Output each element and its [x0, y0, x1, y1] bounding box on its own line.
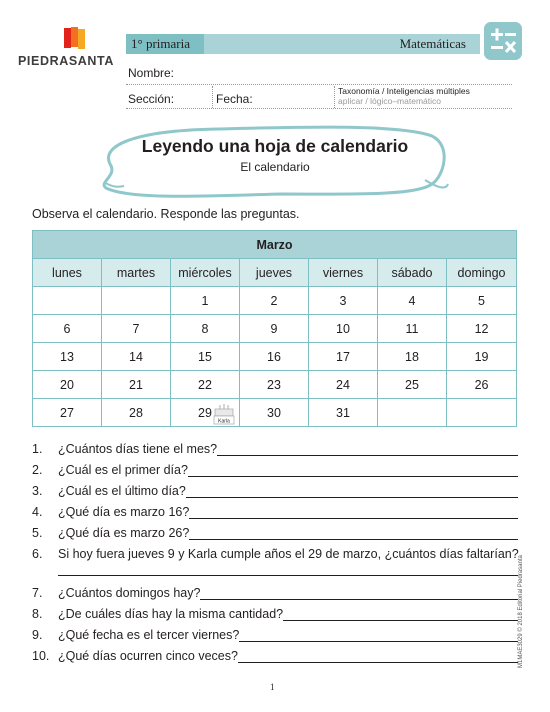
calendar-day-cell: 26 — [447, 371, 517, 399]
publisher-logo — [18, 24, 128, 72]
calendar-day-cell: 6 — [33, 315, 102, 343]
weekday-header-row — [33, 259, 517, 287]
question-text: ¿Cuántos días tiene el mes? — [58, 442, 218, 456]
calendar-week-row — [33, 315, 517, 343]
calendar-week-row — [33, 287, 517, 315]
question-text: ¿Qué días ocurren cinco veces? — [58, 649, 238, 663]
name-field[interactable] — [126, 84, 512, 85]
calendar-day-cell: 18 — [378, 343, 447, 371]
question-number: 4. — [32, 505, 43, 519]
question-text: Si hoy fuera jueves 9 y Karla cumple años el 29 de marzo, ¿cuántos días faltarían? — [58, 547, 519, 561]
calendar-day-cell: 5 — [447, 287, 517, 315]
question-item — [32, 649, 518, 665]
date-label: Fecha: — [216, 92, 253, 106]
question-item — [32, 484, 518, 500]
question-text: ¿Qué día es marzo 16? — [58, 505, 190, 519]
question-text: ¿Qué fecha es el tercer viernes? — [58, 628, 240, 642]
calendar-day-cell: 17 — [309, 343, 378, 371]
section-date-field[interactable] — [126, 108, 512, 109]
weekday-header: jueves — [240, 259, 309, 287]
calendar-day-cell: 7 — [102, 315, 171, 343]
page-number: 1 — [270, 682, 275, 692]
calendar-day-cell: 19 — [447, 343, 517, 371]
calendar-day-cell: 22 — [171, 371, 240, 399]
question-number: 5. — [32, 526, 43, 540]
calendar-day-cell: 30 — [240, 399, 309, 427]
calendar-day-cell: 23 — [240, 371, 309, 399]
karla-label: Karla — [218, 418, 230, 425]
answer-line[interactable] — [58, 575, 518, 576]
section-label: Sección: — [128, 92, 175, 106]
weekday-header: lunes — [33, 259, 102, 287]
question-text: ¿Cuántos domingos hay? — [58, 586, 201, 600]
field-divider — [334, 86, 335, 108]
weekday-header: martes — [102, 259, 171, 287]
month-title: Marzo — [33, 231, 517, 259]
subject-label: Matemáticas — [399, 36, 466, 51]
question-item — [32, 547, 518, 563]
brand-name: PIEDRASANTA — [18, 54, 114, 68]
question-item — [32, 628, 518, 644]
calendar-day-cell-birthday — [171, 399, 240, 427]
instruction-text: Observa el calendario. Responde las preguntas. — [32, 207, 300, 221]
taxonomy-detail: aplicar / lógico–matemático — [338, 96, 441, 106]
taxonomy-label: Taxonomía / Inteligencias múltiples — [338, 86, 470, 96]
day-number: 29 — [198, 405, 212, 420]
calendar-day-cell: 4 — [378, 287, 447, 315]
calendar-day-cell: 3 — [309, 287, 378, 315]
field-divider — [212, 86, 213, 108]
calendar-day-cell: 2 — [240, 287, 309, 315]
question-number: 9. — [32, 628, 43, 642]
grade-label: 1° primaria — [126, 34, 204, 54]
calendar-day-cell: 16 — [240, 343, 309, 371]
weekday-header: domingo — [447, 259, 517, 287]
calendar-day-cell: 9 — [240, 315, 309, 343]
calendar-day-cell: 8 — [171, 315, 240, 343]
question-number: 7. — [32, 586, 43, 600]
question-number: 1. — [32, 442, 43, 456]
calendar-day-cell: 10 — [309, 315, 378, 343]
calendar-day-cell: 12 — [447, 315, 517, 343]
question-text: ¿De cuáles días hay la misma cantidad? — [58, 607, 284, 621]
question-text: ¿Qué día es marzo 26? — [58, 526, 190, 540]
question-number: 10. — [32, 649, 50, 663]
calendar-day-cell: 13 — [33, 343, 102, 371]
calendar-day-cell: 20 — [33, 371, 102, 399]
question-text: ¿Cuál es el último día? — [58, 484, 186, 498]
question-item — [32, 505, 518, 521]
name-label: Nombre: — [128, 66, 175, 80]
copyright-side-text: M1MAE3029 © 2018 Editorial Piedrasanta — [518, 555, 524, 668]
calendar-week-row — [33, 371, 517, 399]
calendar-week-row — [33, 343, 517, 371]
calendar-day-cell: 15 — [171, 343, 240, 371]
book-logo-icon — [62, 26, 88, 52]
question-item — [32, 607, 518, 623]
question-text: ¿Cuál es el primer día? — [58, 463, 188, 477]
question-item — [32, 442, 518, 458]
question-item — [32, 586, 518, 602]
calendar-day-cell: 25 — [378, 371, 447, 399]
weekday-header: miércoles — [171, 259, 240, 287]
header-bar — [126, 34, 480, 54]
question-item — [32, 463, 518, 479]
calendar-day-cell — [447, 399, 517, 427]
question-number: 2. — [32, 463, 43, 477]
weekday-header: viernes — [309, 259, 378, 287]
calendar-day-cell: 21 — [102, 371, 171, 399]
worksheet-subtitle: El calendario — [240, 160, 310, 174]
question-number: 6. — [32, 547, 43, 561]
question-number: 8. — [32, 607, 43, 621]
math-operations-icon — [484, 22, 522, 60]
calendar-day-cell: 27 — [33, 399, 102, 427]
calendar-day-cell: 28 — [102, 399, 171, 427]
calendar-table — [32, 230, 517, 427]
weekday-header: sábado — [378, 259, 447, 287]
calendar-day-cell: 31 — [309, 399, 378, 427]
calendar-day-cell — [378, 399, 447, 427]
calendar-day-cell — [33, 287, 102, 315]
question-number: 3. — [32, 484, 43, 498]
birthday-cake-icon — [211, 400, 237, 426]
calendar-day-cell — [102, 287, 171, 315]
calendar-day-cell: 11 — [378, 315, 447, 343]
calendar-week-row — [33, 399, 517, 427]
calendar-day-cell: 14 — [102, 343, 171, 371]
question-item — [32, 526, 518, 542]
worksheet-title: Leyendo una hoja de calendario — [141, 136, 409, 156]
calendar-day-cell: 24 — [309, 371, 378, 399]
calendar-day-cell: 1 — [171, 287, 240, 315]
